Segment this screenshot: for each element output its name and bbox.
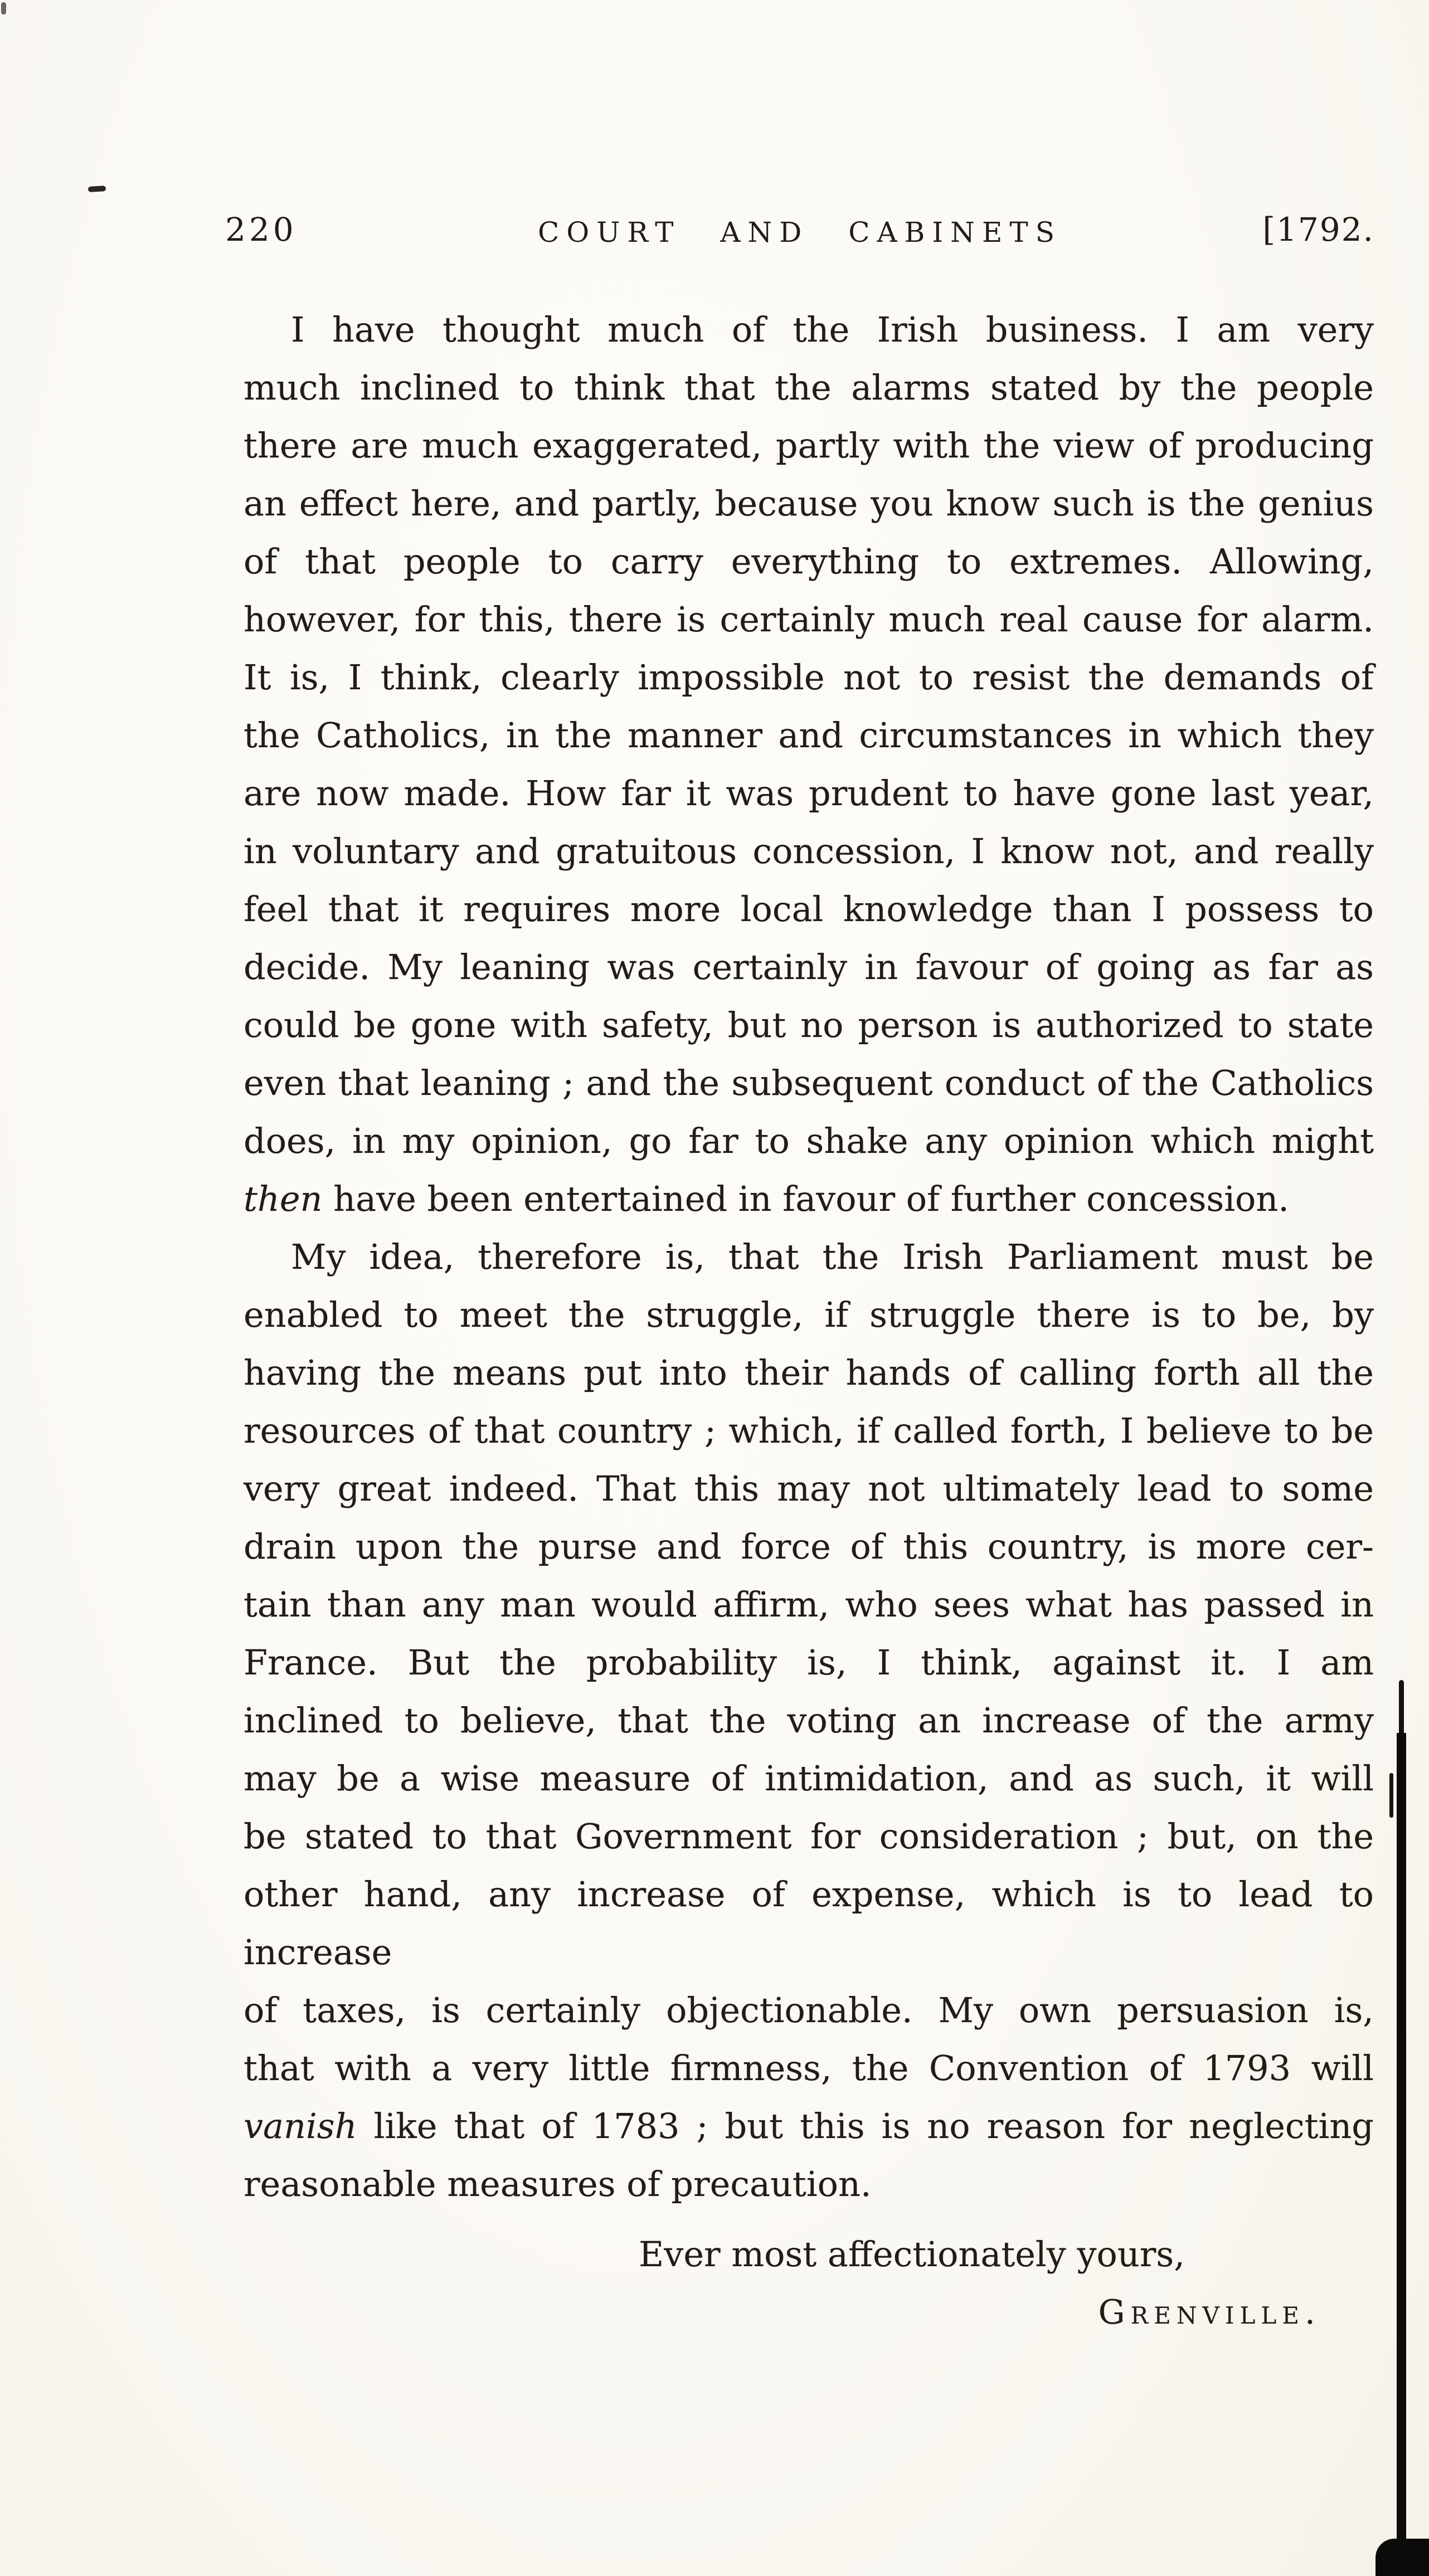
text-line: I have thought much of the Irish business. I am very xyxy=(291,309,1374,350)
text-line: enabled to meet the struggle, if struggle there is to be, by xyxy=(244,1294,1374,1335)
text-line xyxy=(244,2097,1374,2155)
text-segment: like that of 1783 ; but this is no reason for neglecting xyxy=(357,2106,1374,2146)
text-line: may be a wise measure of intimidation, and as such, it will xyxy=(244,1758,1374,1799)
running-head xyxy=(225,211,1374,255)
running-title: COURT AND CABINETS xyxy=(538,216,1062,249)
text-line: very great indeed. That this may not ultimately lead to some xyxy=(244,1468,1374,1509)
paragraph-1 xyxy=(244,301,1374,1228)
ink-speck xyxy=(88,186,106,192)
text-line: having the means put into their hands of calling forth all the xyxy=(244,1352,1374,1393)
ink-speck xyxy=(1,2,6,14)
text-line: reasonable measures of precaution. xyxy=(244,2164,872,2204)
text-line: does, in my opinion, go far to shake any opinion which might xyxy=(244,1121,1374,1161)
text-line xyxy=(244,1170,1374,1228)
signature: Grenville. xyxy=(1098,2293,1321,2332)
text-segment: have been entertained in favour of further concession. xyxy=(322,1179,1290,1219)
scan-gutter-bar xyxy=(1397,1733,1406,2576)
emphasized-word: then xyxy=(244,1179,323,1219)
text-line: decide. My leaning was certainly in favour of going as far as xyxy=(244,947,1374,987)
year-label: [1792. xyxy=(1262,211,1374,249)
text-line: much inclined to think that the alarms stated by the people xyxy=(244,367,1374,408)
letter-body xyxy=(244,301,1374,2341)
text-line: France. But the probability is, I think, against it. I am xyxy=(244,1642,1374,1683)
text-line: resources of that country ; which, if called forth, I believe to be xyxy=(244,1410,1374,1451)
emphasized-word: vanish xyxy=(244,2106,357,2146)
page-number: 220 xyxy=(225,211,297,249)
text-line: are now made. How far it was prudent to have gone last year, xyxy=(244,773,1374,814)
text-line: the Catholics, in the manner and circumstances in which they xyxy=(244,715,1374,756)
text-line: tain than any man would affirm, who sees what has passed in xyxy=(244,1584,1374,1625)
text-line: drain upon the purse and force of this country, is more cer- xyxy=(244,1526,1374,1567)
text-line: of taxes, is certainly objectionable. My own persuasion is, xyxy=(244,1990,1374,2030)
text-line: that with a very little firmness, the Convention of 1793 will xyxy=(244,2048,1374,2088)
text-line: be stated to that Government for consideration ; but, on the xyxy=(244,1816,1374,1857)
text-line: other hand, any increase of expense, which is to lead to increase xyxy=(244,1874,1374,1973)
text-line: of that people to carry everything to extremes. Allowing, xyxy=(244,541,1374,582)
text-line: however, for this, there is certainly much real cause for alarm. xyxy=(244,599,1374,640)
text-line: feel that it requires more local knowledge than I possess to xyxy=(244,889,1374,929)
letter-closing: Ever most affectionately yours, xyxy=(639,2234,1185,2275)
text-line: could be gone with safety, but no person is authorized to state xyxy=(244,1005,1374,1045)
paragraph-2 xyxy=(244,1228,1374,2213)
text-line: inclined to believe, that the voting an increase of the army xyxy=(244,1700,1374,1741)
text-line: there are much exaggerated, partly with the view of producing xyxy=(244,425,1374,466)
text-line: in voluntary and gratuitous concession, I know not, and really xyxy=(244,831,1374,871)
scan-corner-shadow xyxy=(1375,2539,1429,2576)
text-line: My idea, therefore is, that the Irish Parliament must be xyxy=(291,1236,1374,1277)
scan-edge-mark xyxy=(1389,1773,1393,1818)
text-line: an effect here, and partly, because you know such is the genius xyxy=(244,483,1374,524)
text-line: even that leaning ; and the subsequent conduct of the Catholics xyxy=(244,1063,1374,1103)
text-line: It is, I think, clearly impossible not to resist the demands of xyxy=(244,657,1374,698)
